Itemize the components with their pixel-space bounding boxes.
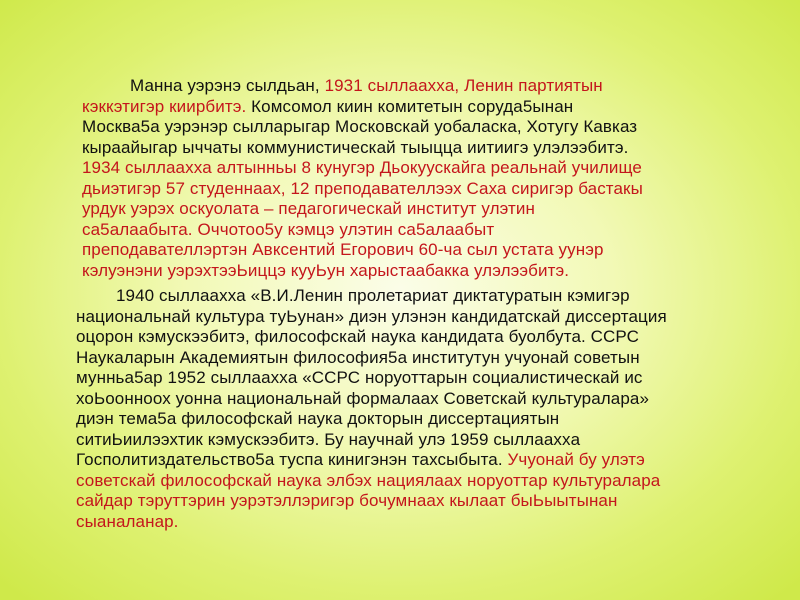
text-line: [76, 491, 667, 512]
text-run: оцорон кэмускээбитэ, философскай наука кандидата буолбута. ССРС: [76, 327, 640, 346]
highlighted-text-run: советскай философскай наука элбэх нациялаах норуоттар культуралара: [76, 470, 661, 490]
text-line: [82, 97, 643, 118]
text-line: [82, 220, 643, 241]
text-line: [76, 430, 667, 451]
text-line: [76, 368, 667, 389]
text-run: Москва5а уэрэнэр сылларыгар Московскай уобаласка, Хотугу Кавказ: [82, 117, 638, 136]
text-run: Наукаларын Академиятын философия5а институтун учуонай советын: [76, 347, 640, 367]
highlighted-text-run: преподавателлэртэн Авксентий Егорович 60-ча сыл устата уунэр: [82, 240, 604, 259]
text-line: [76, 348, 667, 369]
highlighted-text-run: урдук уэрэх оскуолата – педагогическай институт улэтин: [82, 199, 536, 218]
text-run: национальнай культура туЬунан» диэн улэнэн кандидатскай диссертация: [76, 306, 667, 326]
text-line: [82, 158, 643, 179]
text-run: Госполитиздательство5а туспа кинигэнэн тахсыбыта.: [76, 450, 508, 469]
text-line: [82, 261, 643, 282]
highlighted-text-run: кэлуэнэни уэрэхтээЬиццэ кууЬун харыстаабакка улэлээбитэ.: [82, 260, 570, 280]
highlighted-text-run: 1934 сыллааххa алтынньы 8 кунугэр Дьокуускайга реальнай училище: [82, 158, 642, 177]
text-run: диэн тема5а философскай наука докторын диссертациятын: [76, 409, 560, 428]
text-line: [76, 471, 667, 492]
highlighted-text-run: Учуонай бу улэтэ: [507, 450, 645, 469]
text-line: [82, 117, 643, 138]
text-run: кыраайыгар ыччаты коммунистическай тыыцца иитиигэ улэлээбитэ.: [82, 137, 629, 157]
text-line: [82, 199, 643, 220]
text-line: [82, 240, 643, 261]
text-run: Комсомол киин комитетын соруда5ынан: [246, 96, 574, 116]
text-line: [76, 389, 667, 410]
text-line: [82, 138, 643, 159]
text-line: [76, 512, 667, 533]
highlighted-text-run: са5алаабыта. Оччотоо5у кэмцэ улэтин са5алаабыт: [82, 219, 495, 239]
text-run: мунньа5ар 1952 сыллааххa «ССРС норуоттарын социалистическай ис: [76, 368, 643, 387]
text-line: [76, 409, 667, 430]
text-line: [82, 76, 643, 97]
highlighted-text-run: 1931 сыллааххa, Ленин партиятын: [324, 76, 603, 95]
text-run: хоЬоонноох уонна национальнай формалаах Советскай культуралара»: [76, 388, 650, 408]
highlighted-text-run: сайдар тэруттэрин уэрэтэллэригэр бочумнаах кылаат быЬыытынан: [76, 491, 618, 510]
text-line: [76, 307, 667, 328]
paragraph-biography-scholarship: [76, 286, 667, 532]
text-run: 1940 сыллааххa «В.И.Ленин пролетариат диктатуратын кэмигэр: [116, 286, 630, 305]
text-run: Манна уэрэнэ сылдьан,: [130, 76, 325, 95]
text-run: ситиЬиилээхтик кэмускээбитэ. Бу научнай улэ 1959 сыллааххa: [76, 429, 581, 449]
highlighted-text-run: дьиэтигэр 57 студеннаах, 12 преподавателлээх Саха сиригэр бастакы: [82, 178, 643, 198]
text-line: [76, 286, 667, 307]
paragraph-biography-early: [82, 76, 643, 281]
highlighted-text-run: кэккэтигэр киирбитэ.: [82, 96, 247, 116]
text-line: [82, 179, 643, 200]
text-line: [76, 450, 667, 471]
text-line: [76, 327, 667, 348]
highlighted-text-run: сыаналанар.: [76, 511, 179, 531]
